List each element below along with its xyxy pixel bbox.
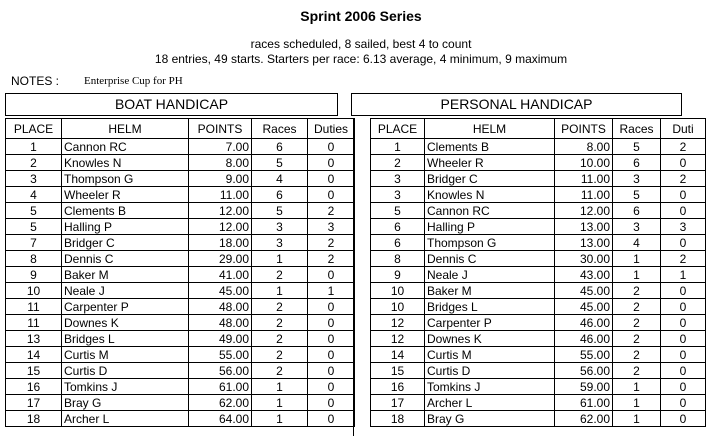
entries-summary: 18 entries, 49 starts. Starters per race: 6.13 average, 4 minimum, 9 maximum [154, 52, 568, 66]
cell-helm: Downes K [425, 331, 555, 347]
cell-points: 59.00 [555, 379, 613, 395]
cell-races: 2 [613, 283, 661, 299]
table-row [6, 411, 355, 427]
cell-helm: Clements B [62, 203, 189, 219]
cell-points: 13.00 [555, 219, 613, 235]
cell-duties: 0 [661, 187, 706, 203]
cell-helm: Bray G [62, 395, 189, 411]
cell-races: 1 [613, 395, 661, 411]
table-row [6, 235, 355, 251]
cell-duties: 0 [661, 299, 706, 315]
cell-duties: 1 [661, 267, 706, 283]
cell-place: 6 [371, 219, 425, 235]
col-place: PLACE [371, 119, 425, 139]
cell-duties: 0 [661, 315, 706, 331]
cell-helm: Neale J [425, 267, 555, 283]
cell-helm: Thompson G [425, 235, 555, 251]
cell-helm: Baker M [425, 283, 555, 299]
cell-points: 7.00 [189, 139, 252, 155]
table-row [371, 155, 706, 171]
cell-place: 8 [6, 251, 62, 267]
cell-place: 17 [6, 395, 62, 411]
cell-races: 1 [613, 267, 661, 283]
cell-duties: 2 [308, 251, 355, 267]
cell-place: 7 [6, 235, 62, 251]
cell-place: 2 [6, 155, 62, 171]
cell-points: 9.00 [189, 171, 252, 187]
cell-races: 2 [252, 363, 308, 379]
cell-place: 15 [371, 363, 425, 379]
cell-races: 1 [252, 379, 308, 395]
cell-place: 12 [371, 331, 425, 347]
notes-text: Enterprise Cup for PH [84, 75, 183, 87]
cell-helm: Dennis C [425, 251, 555, 267]
table-header-row [371, 119, 706, 139]
table-row [371, 139, 706, 155]
table-row [371, 315, 706, 331]
cell-races: 2 [613, 299, 661, 315]
table-row [6, 251, 355, 267]
cell-place: 15 [6, 363, 62, 379]
cell-races: 6 [613, 203, 661, 219]
cell-races: 2 [252, 267, 308, 283]
table-header-row [6, 119, 355, 139]
boat-handicap-heading: BOAT HANDICAP [5, 93, 338, 116]
cell-duties: 2 [661, 251, 706, 267]
cell-helm: Thompson G [62, 171, 189, 187]
cell-duties: 0 [661, 283, 706, 299]
cell-duties: 0 [661, 235, 706, 251]
cell-helm: Cannon RC [62, 139, 189, 155]
cell-place: 10 [6, 283, 62, 299]
cell-helm: Knowles N [62, 155, 189, 171]
cell-points: 62.00 [555, 411, 613, 427]
cell-place: 11 [6, 315, 62, 331]
cell-place: 3 [371, 187, 425, 203]
cell-points: 10.00 [555, 155, 613, 171]
cell-duties: 0 [308, 411, 355, 427]
table-row [6, 379, 355, 395]
cell-races: 4 [252, 171, 308, 187]
cell-races: 1 [613, 379, 661, 395]
cell-points: 61.00 [555, 395, 613, 411]
cell-points: 30.00 [555, 251, 613, 267]
cell-duties: 0 [661, 411, 706, 427]
cell-races: 5 [613, 139, 661, 155]
table-row [6, 187, 355, 203]
cell-races: 1 [252, 411, 308, 427]
cell-duties: 0 [308, 395, 355, 411]
cell-points: 13.00 [555, 235, 613, 251]
cell-points: 45.00 [189, 283, 252, 299]
cell-duties: 0 [661, 395, 706, 411]
cell-duties: 2 [661, 139, 706, 155]
cell-place: 16 [6, 379, 62, 395]
cell-place: 9 [6, 267, 62, 283]
table-row [371, 203, 706, 219]
cell-points: 18.00 [189, 235, 252, 251]
cell-helm: Tomkins J [62, 379, 189, 395]
cell-races: 2 [613, 331, 661, 347]
cell-points: 61.00 [189, 379, 252, 395]
table-row [371, 379, 706, 395]
cell-races: 4 [613, 235, 661, 251]
cell-points: 29.00 [189, 251, 252, 267]
cell-points: 12.00 [555, 203, 613, 219]
cell-place: 5 [6, 219, 62, 235]
cell-duties: 0 [661, 331, 706, 347]
cell-helm: Curtis M [425, 347, 555, 363]
cell-races: 3 [252, 235, 308, 251]
table-row [6, 155, 355, 171]
cell-place: 14 [371, 347, 425, 363]
cell-points: 8.00 [555, 139, 613, 155]
cell-points: 48.00 [189, 299, 252, 315]
table-row [6, 283, 355, 299]
cell-points: 56.00 [189, 363, 252, 379]
cell-place: 11 [6, 299, 62, 315]
cell-duties: 3 [661, 219, 706, 235]
cell-helm: Bridger C [425, 171, 555, 187]
table-row [371, 219, 706, 235]
cell-duties: 1 [308, 283, 355, 299]
cell-place: 5 [371, 203, 425, 219]
cell-place: 14 [6, 347, 62, 363]
cell-points: 55.00 [555, 347, 613, 363]
cell-points: 49.00 [189, 331, 252, 347]
cell-helm: Bridger C [62, 235, 189, 251]
cell-races: 1 [252, 283, 308, 299]
cell-helm: Curtis D [425, 363, 555, 379]
cell-races: 3 [252, 219, 308, 235]
cell-races: 6 [252, 139, 308, 155]
table-row [6, 363, 355, 379]
cell-helm: Wheeler R [62, 187, 189, 203]
cell-helm: Bridges L [62, 331, 189, 347]
cell-points: 62.00 [189, 395, 252, 411]
cell-helm: Carpenter P [425, 315, 555, 331]
cell-helm: Knowles N [425, 187, 555, 203]
cell-place: 10 [371, 299, 425, 315]
cell-helm: Archer L [62, 411, 189, 427]
cell-place: 1 [371, 139, 425, 155]
cell-helm: Halling P [62, 219, 189, 235]
cell-helm: Archer L [425, 395, 555, 411]
table-row [371, 299, 706, 315]
cell-duties: 0 [308, 363, 355, 379]
cell-helm: Curtis D [62, 363, 189, 379]
cell-place: 3 [6, 171, 62, 187]
cell-duties: 0 [661, 363, 706, 379]
cell-place: 9 [371, 267, 425, 283]
table-row [371, 331, 706, 347]
cell-place: 18 [371, 411, 425, 427]
cell-place: 10 [371, 283, 425, 299]
cell-points: 55.00 [189, 347, 252, 363]
cell-duties: 0 [308, 187, 355, 203]
cell-duties: 0 [308, 315, 355, 331]
table-row [371, 411, 706, 427]
table-row [371, 267, 706, 283]
table-row [371, 395, 706, 411]
cell-duties: 0 [308, 171, 355, 187]
cell-helm: Curtis M [62, 347, 189, 363]
cell-races: 2 [613, 347, 661, 363]
cell-races: 2 [252, 299, 308, 315]
table-row [371, 171, 706, 187]
cell-place: 13 [6, 331, 62, 347]
col-place: PLACE [6, 119, 62, 139]
cell-points: 56.00 [555, 363, 613, 379]
cell-points: 46.00 [555, 331, 613, 347]
cell-helm: Carpenter P [62, 299, 189, 315]
table-row [6, 219, 355, 235]
cell-races: 1 [613, 251, 661, 267]
cell-duties: 3 [308, 219, 355, 235]
cell-points: 11.00 [555, 187, 613, 203]
cell-races: 2 [613, 363, 661, 379]
cell-points: 43.00 [555, 267, 613, 283]
personal-handicap-table [370, 118, 706, 427]
col-points: POINTS [189, 119, 252, 139]
table-row [371, 347, 706, 363]
cell-points: 8.00 [189, 155, 252, 171]
table-row [6, 171, 355, 187]
cell-duties: 0 [308, 267, 355, 283]
cell-place: 8 [371, 251, 425, 267]
series-summary: races scheduled, 8 sailed, best 4 to count [250, 37, 472, 51]
cell-place: 3 [371, 171, 425, 187]
cell-place: 12 [371, 315, 425, 331]
cell-races: 3 [613, 219, 661, 235]
notes-label: NOTES : [11, 74, 60, 88]
cell-duties: 0 [661, 347, 706, 363]
cell-duties: 0 [308, 379, 355, 395]
cell-points: 11.00 [555, 171, 613, 187]
page-title: Sprint 2006 Series [300, 8, 422, 24]
cell-place: 5 [6, 203, 62, 219]
cell-points: 64.00 [189, 411, 252, 427]
cell-helm: Clements B [425, 139, 555, 155]
cell-duties: 0 [308, 347, 355, 363]
cell-races: 2 [252, 315, 308, 331]
cell-points: 41.00 [189, 267, 252, 283]
col-races: Races [252, 119, 308, 139]
cell-races: 3 [613, 171, 661, 187]
col-helm: HELM [62, 119, 189, 139]
col-duties: Duti [661, 119, 706, 139]
cell-points: 12.00 [189, 219, 252, 235]
table-row [6, 299, 355, 315]
col-points: POINTS [555, 119, 613, 139]
boat-handicap-table [5, 118, 355, 427]
cell-points: 12.00 [189, 203, 252, 219]
cell-helm: Baker M [62, 267, 189, 283]
cell-races: 2 [252, 331, 308, 347]
cell-duties: 2 [308, 235, 355, 251]
cell-helm: Halling P [425, 219, 555, 235]
col-helm: HELM [425, 119, 555, 139]
cell-races: 6 [613, 155, 661, 171]
personal-handicap-heading: PERSONAL HANDICAP [351, 93, 682, 116]
cell-races: 2 [252, 347, 308, 363]
cell-duties: 0 [308, 139, 355, 155]
table-row [371, 283, 706, 299]
cell-duties: 0 [661, 155, 706, 171]
table-separator [353, 118, 370, 436]
cell-points: 45.00 [555, 299, 613, 315]
table-row [6, 347, 355, 363]
cell-races: 6 [252, 187, 308, 203]
cell-races: 1 [252, 395, 308, 411]
cell-races: 2 [613, 315, 661, 331]
col-races: Races [613, 119, 661, 139]
cell-duties: 0 [308, 299, 355, 315]
cell-place: 17 [371, 395, 425, 411]
cell-races: 5 [252, 155, 308, 171]
col-duties: Duties [308, 119, 355, 139]
cell-place: 18 [6, 411, 62, 427]
cell-helm: Neale J [62, 283, 189, 299]
cell-place: 4 [6, 187, 62, 203]
table-row [6, 331, 355, 347]
cell-helm: Dennis C [62, 251, 189, 267]
cell-place: 2 [371, 155, 425, 171]
cell-points: 11.00 [189, 187, 252, 203]
cell-duties: 0 [308, 155, 355, 171]
cell-points: 45.00 [555, 283, 613, 299]
table-row [6, 203, 355, 219]
cell-helm: Wheeler R [425, 155, 555, 171]
cell-races: 1 [613, 411, 661, 427]
cell-points: 46.00 [555, 315, 613, 331]
cell-duties: 0 [661, 379, 706, 395]
cell-helm: Downes K [62, 315, 189, 331]
cell-races: 1 [252, 251, 308, 267]
cell-duties: 0 [661, 203, 706, 219]
table-row [371, 187, 706, 203]
cell-points: 48.00 [189, 315, 252, 331]
table-row [371, 235, 706, 251]
table-row [6, 315, 355, 331]
cell-duties: 0 [308, 331, 355, 347]
table-row [6, 395, 355, 411]
table-row [371, 363, 706, 379]
cell-place: 1 [6, 139, 62, 155]
cell-helm: Cannon RC [425, 203, 555, 219]
cell-helm: Tomkins J [425, 379, 555, 395]
cell-duties: 2 [661, 171, 706, 187]
cell-helm: Bray G [425, 411, 555, 427]
cell-races: 5 [613, 187, 661, 203]
table-row [371, 251, 706, 267]
cell-place: 6 [371, 235, 425, 251]
cell-duties: 2 [308, 203, 355, 219]
cell-races: 5 [252, 203, 308, 219]
cell-place: 16 [371, 379, 425, 395]
table-row [6, 267, 355, 283]
table-row [6, 139, 355, 155]
cell-helm: Bridges L [425, 299, 555, 315]
